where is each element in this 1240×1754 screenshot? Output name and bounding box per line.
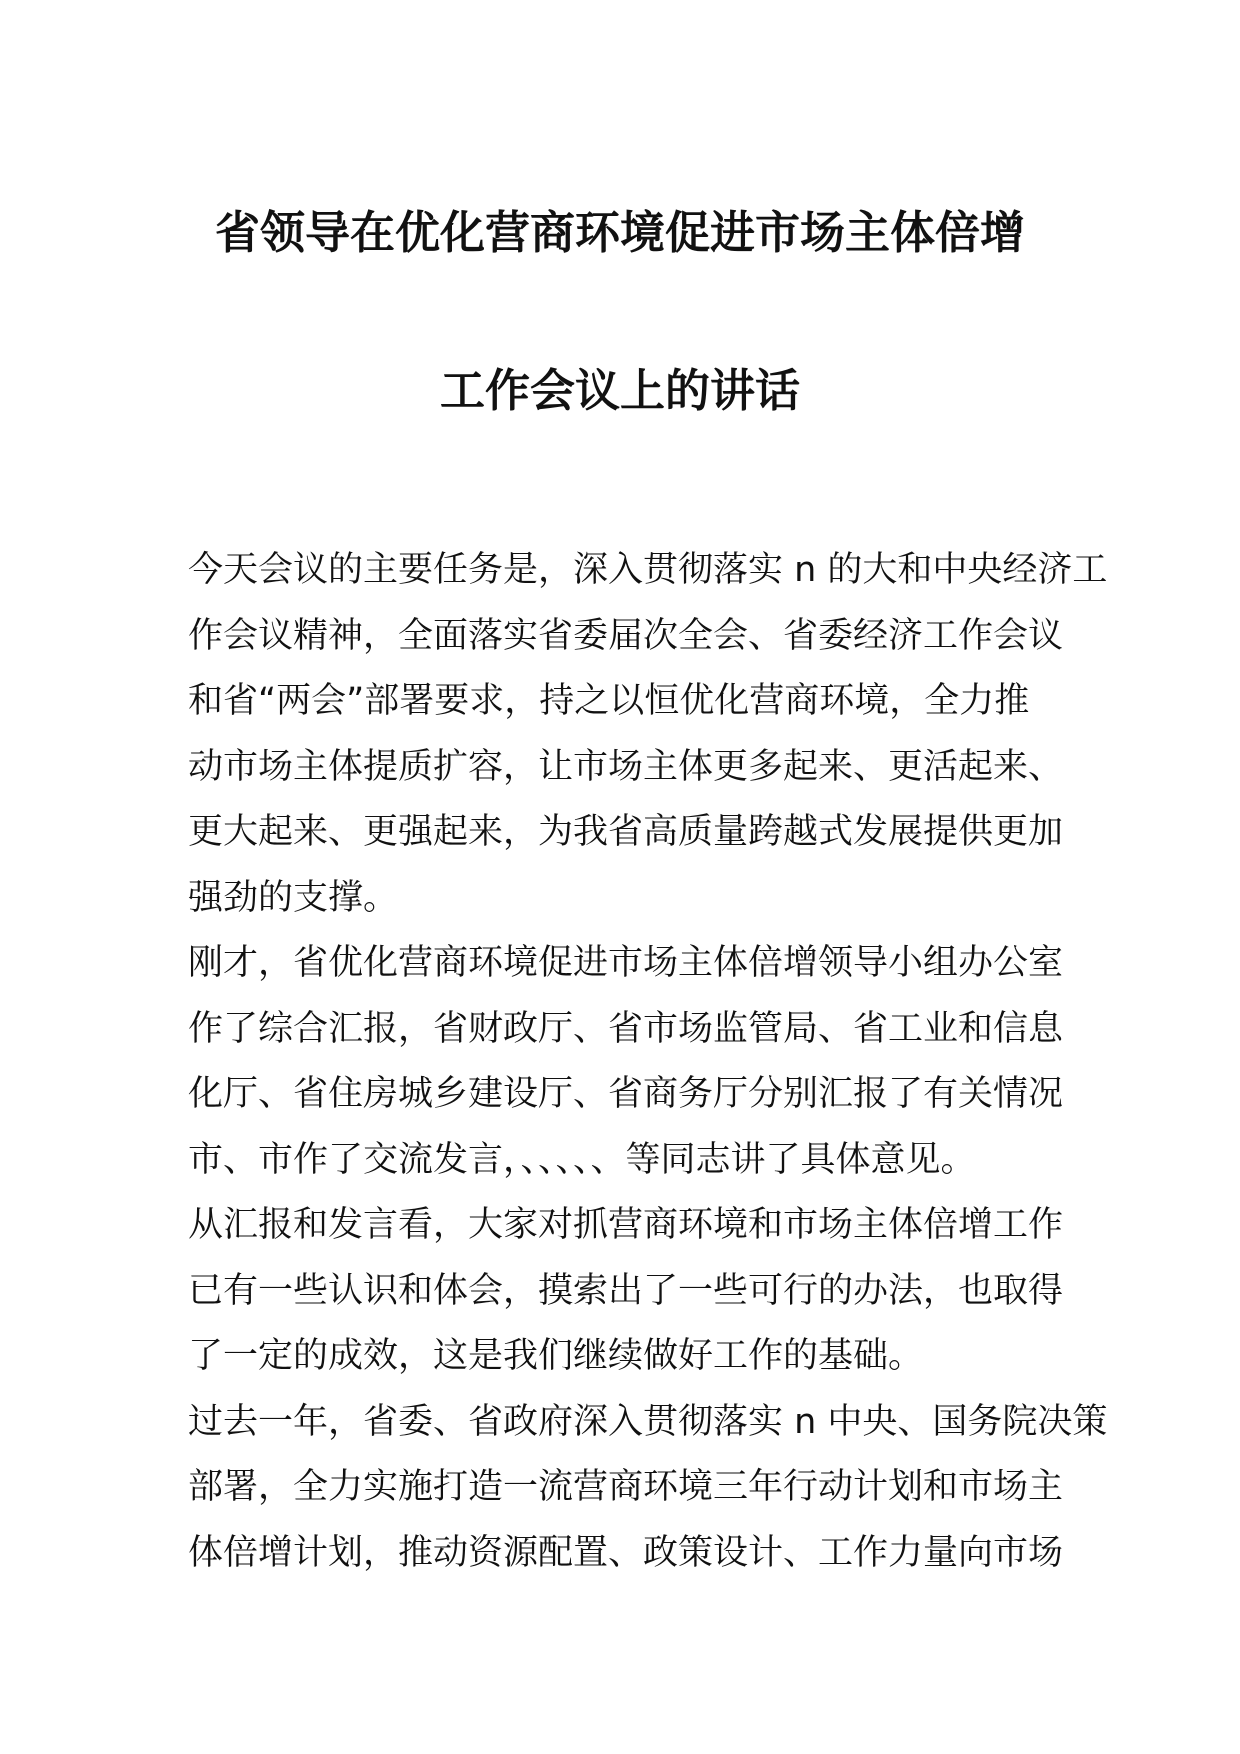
body-line-16: 体倍增计划，推动资源配置、政策设计、工作力量向市场 [188,1533,1064,1573]
body-line-3: 和省“两会”部署要求，持之以恒优化营商环境，全力推 [188,681,1030,721]
document-title-line-1: 省领导在优化营商环境促进市场主体倍增 [214,206,1025,259]
body-line-10: 市、市作了交流发言，、、、、、等同志讲了具体意见。 [188,1140,976,1180]
body-line-14: 过去一年，省委、省政府深入贯彻落实 n 中央、国务院决策 [188,1402,1108,1442]
body-line-15: 部署，全力实施打造一流营商环境三年行动计划和市场主 [188,1467,1064,1507]
body-line-6: 强劲的支撑。 [188,878,399,918]
body-line-1: 今天会议的主要任务是，深入贯彻落实 n 的大和中央经济工 [188,550,1108,590]
body-line-11: 从汇报和发言看，大家对抓营商环境和市场主体倍增工作 [188,1205,1064,1245]
document-title-line-2: 工作会议上的讲话 [439,364,800,417]
body-line-7: 刚才，省优化营商环境促进市场主体倍增领导小组办公室 [188,943,1064,983]
body-line-2: 作会议精神，全面落实省委届次全会、省委经济工作会议 [188,616,1064,656]
body-line-4: 动市场主体提质扩容，让市场主体更多起来、更活起来、 [188,747,1064,787]
body-line-8: 作了综合汇报，省财政厅、省市场监管局、省工业和信息 [188,1009,1064,1049]
body-line-9: 化厅、省住房城乡建设厅、省商务厅分别汇报了有关情况 [188,1074,1064,1114]
body-line-12: 已有一些认识和体会，摸索出了一些可行的办法，也取得 [188,1271,1064,1311]
body-line-13: 了一定的成效，这是我们继续做好工作的基础。 [188,1336,924,1376]
body-line-5: 更大起来、更强起来，为我省高质量跨越式发展提供更加 [188,812,1064,852]
